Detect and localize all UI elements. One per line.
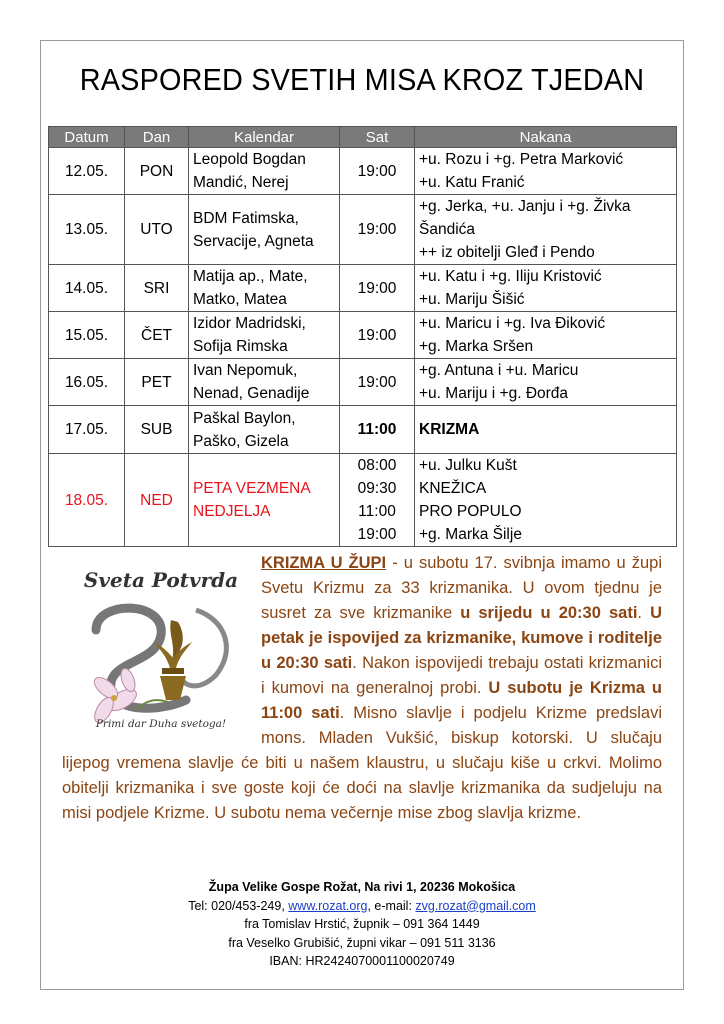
calendar-line: Servacije, Agneta [193,232,314,250]
cell-time [340,148,415,195]
intentions-line: +u. Maricu i +g. Iva Điković [419,315,606,332]
cell-calendar [189,148,340,195]
cell-day: PON [125,148,189,195]
time-line: 08:00 [357,457,397,474]
cell-date: 13.05. [49,195,125,265]
calendar-line: Ivan Nepomuk, [193,362,298,379]
parish-footer [40,878,684,971]
contact-line [40,897,684,916]
cell-day: SUB [125,406,189,454]
header-calendar: Kalendar [189,127,340,148]
calendar-line: Nenad, Genadije [193,385,310,402]
intentions-line: Šandića [419,221,476,238]
website-link[interactable]: www.rozat.org [288,898,368,913]
time-line: 19:00 [357,221,397,238]
confirmation-notice [62,551,662,826]
notice-bold-1: u srijedu u 20:30 sati [460,604,638,622]
notice-bold-2: U petak je ispovijed za krizmanike, kumove i roditelje u 20:30 sati [261,604,662,672]
calendar-line: PETA VEZMENA [193,480,311,497]
cell-date: 17.05. [49,406,125,454]
calendar-line: Mandić, Nerej [193,174,289,191]
cell-intention [415,406,677,454]
cell-intention [415,195,677,265]
time-line: 19:00 [357,373,397,391]
table-row [49,265,677,312]
intentions-line: +g. Marka Šilje [419,526,522,543]
cell-date: 12.05. [49,148,125,195]
cell-calendar [189,454,340,547]
intentions-line: +g. Marka Sršen [419,338,534,355]
time-line: 19:00 [357,526,397,543]
notice-text-1: - u subotu 17. svibnja imamo u župi Svetu Krizmu za 33 krizmanika. U ovom tjednu je susret za sve krizmanike [261,554,662,622]
notice-text-3: . Nakon ispovijedi trebaju ostati krizmanici i kumovi na generalnoj probi. [261,654,662,697]
time-line: 19:00 [357,162,397,180]
time-line: 11:00 [357,421,397,438]
header-intention: Nakana [415,127,677,148]
notice-heading: KRIZMA U ŽUPI [261,554,387,572]
header-date: Datum [49,127,125,148]
intentions-line: KNEŽICA [419,480,487,497]
email-label: , e-mail: [367,898,416,913]
cell-intention [415,454,677,547]
time-line: 19:00 [357,326,397,344]
cell-day: SRI [125,265,189,312]
time-line: 19:00 [357,279,397,297]
cell-time [340,195,415,265]
table-row [49,359,677,406]
cell-time [340,454,415,547]
logo-subtitle: Primi dar Duha svetoga! [95,718,227,730]
cell-date: 15.05. [49,312,125,359]
notice-bold-3: U subotu je Krizma u 11:00 sati [261,679,662,722]
intentions-line: +u. Julku Kušt [419,457,517,474]
notice-text-2: . [637,604,651,622]
logo-spacer [62,551,261,751]
calendar-line: Paškal Baylon, [193,409,296,427]
cell-date: 14.05. [49,265,125,312]
calendar-line: Paško, Gizela [193,432,289,450]
intentions-line: KRIZMA [419,421,480,438]
table-row [49,312,677,359]
pastor-line: fra Tomislav Hrstić, župnik – 091 364 1449 [244,917,480,931]
vicar-line: fra Veselko Grubišić, župni vikar – 091 511 3136 [228,935,496,950]
calendar-line: Matija ap., Mate, [193,268,308,285]
cell-calendar [189,359,340,406]
time-line: 11:00 [358,503,396,520]
cell-day: UTO [125,195,189,265]
intentions-line: +u. Mariju Šišić [419,291,525,308]
table-header-row [49,127,677,148]
cell-day: PET [125,359,189,406]
schedule-body [49,148,677,547]
cell-intention [415,265,677,312]
cell-calendar [189,265,340,312]
logo-title: Sveta Potvrda [83,568,239,592]
cell-intention [415,148,677,195]
table-row [49,195,677,265]
cell-time [340,359,415,406]
intentions-line: +u. Rozu i +g. Petra Marković [419,151,624,168]
intentions-line: +u. Katu Franić [419,174,525,191]
cell-day: NED [125,454,189,547]
header-day: Dan [125,127,189,148]
calendar-line: BDM Fatimska, [193,209,299,227]
calendar-line: Sofija Rimska [193,338,288,355]
calendar-line: Leopold Bogdan [193,151,306,168]
email-link[interactable]: zvg.rozat@gmail.com [415,898,536,913]
intentions-line: +g. Jerka, +u. Janju i +g. Živka [419,198,631,215]
mass-schedule-table [48,126,677,547]
cell-date: 16.05. [49,359,125,406]
phone: Tel: 020/453-249, [188,898,289,913]
intentions-line: +u. Katu i +g. Iliju Kristović [419,268,602,285]
header-time: Sat [340,127,415,148]
intentions-line: +g. Antuna i +u. Maricu [419,362,579,379]
cell-calendar [189,195,340,265]
calendar-line: Matko, Matea [193,291,287,308]
iban-line: IBAN: HR2424070001100020749 [269,954,455,968]
intentions-line: PRO POPULO [419,503,522,520]
calendar-line: Izidor Madridski, [193,315,306,332]
cell-time [340,265,415,312]
cell-calendar [189,312,340,359]
time-line: 09:30 [357,480,397,497]
intentions-line: ++ iz obitelji Gleđ i Pendo [419,244,595,261]
cell-intention [415,359,677,406]
cell-day: ČET [125,312,189,359]
intentions-line: +u. Mariju i +g. Đorđa [419,385,569,402]
cell-time [340,406,415,454]
cell-time [340,312,415,359]
table-row [49,454,677,547]
table-row [49,148,677,195]
calendar-line: NEDJELJA [193,503,271,520]
cell-date: 18.05. [49,454,125,547]
table-row [49,406,677,454]
cell-calendar [189,406,340,454]
cell-intention [415,312,677,359]
parish-address: Župa Velike Gospe Rožat, Na rivi 1, 20236 Mokošica [208,880,516,894]
notice-text-4: . Misno slavlje i podjelu Krizme predslavi mons. Mladen Vukšić, biskup kotorski. U slučaju lijepog vremena slavlje će biti u našem klaustru, u slučaju kiše u crkvi. Molimo obitelji krizmanika i sve goste koji će doći na slavlje krizmanika da sudjeluju na misi podjele Krizme. U subotu nema večernje mise zbog slavlja krizme. [62,704,663,822]
page-title: RASPORED SVETIH MISA KROZ TJEDAN [79,62,645,97]
